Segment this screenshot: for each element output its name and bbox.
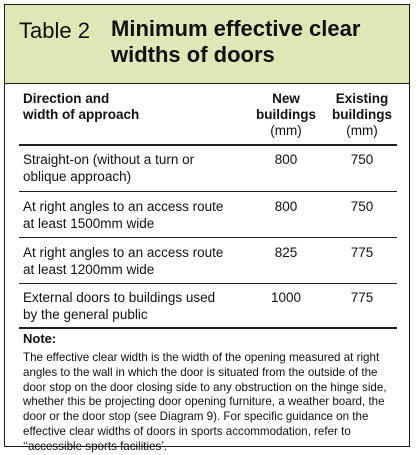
row-rule [19, 191, 397, 192]
row-rule [19, 283, 397, 284]
table-title: Minimum effective clear widths of doors [111, 16, 361, 67]
note-rule [19, 327, 397, 329]
header-direction-line2: width of approach [23, 107, 140, 122]
row-1-existing: 750 [350, 152, 374, 167]
header-rule [19, 144, 397, 146]
row-1-desc-line1: Straight-on (without a turn or [23, 152, 195, 167]
header-existing-line1: Existing [335, 91, 389, 106]
door-widths-table [4, 4, 410, 453]
row-4-desc-line1: External doors to buildings used [23, 290, 216, 305]
row-1-desc-line2: oblique approach) [23, 169, 132, 184]
row-4-existing: 775 [350, 290, 374, 305]
row-3-new: 825 [274, 245, 298, 260]
header-direction-line1: Direction and [23, 91, 110, 106]
row-rule [19, 237, 397, 238]
row-1-new: 800 [274, 152, 298, 167]
header-existing-line2: buildings [332, 107, 392, 122]
table-title-bar [5, 5, 409, 84]
row-4-desc-line2: by the general public [23, 307, 148, 322]
row-2-new: 800 [274, 199, 298, 214]
header-new-line1: New [272, 91, 300, 106]
row-3-existing: 775 [350, 245, 374, 260]
header-new-line2: buildings [256, 107, 316, 122]
row-2-desc-line1: At right angles to an access route [23, 199, 224, 214]
note-heading: Note: [23, 331, 57, 346]
row-4-new: 1000 [270, 290, 302, 305]
row-2-existing: 750 [350, 199, 374, 214]
table-number: Table 2 [19, 18, 90, 43]
note-text: The effective clear width is the width of the opening measured at right angles to the wall in which the door is situated from the outside of the door stop on the door closing side to any obstruction on the hinge side, whether this be projecting door opening furniture, a weather board, the door or the door stop (see Diagram 9). For specific guidance on the effective clear widths of doors in sports accommodation, refer to ‘‘accessible sports facilities’. [23, 351, 387, 453]
row-2-desc-line2: at least 1500mm wide [23, 216, 155, 231]
row-3-desc-line2: at least 1200mm wide [23, 262, 155, 277]
header-existing-unit: (mm) [346, 123, 378, 138]
header-new-unit: (mm) [270, 123, 302, 138]
row-3-desc-line1: At right angles to an access route [23, 245, 224, 260]
